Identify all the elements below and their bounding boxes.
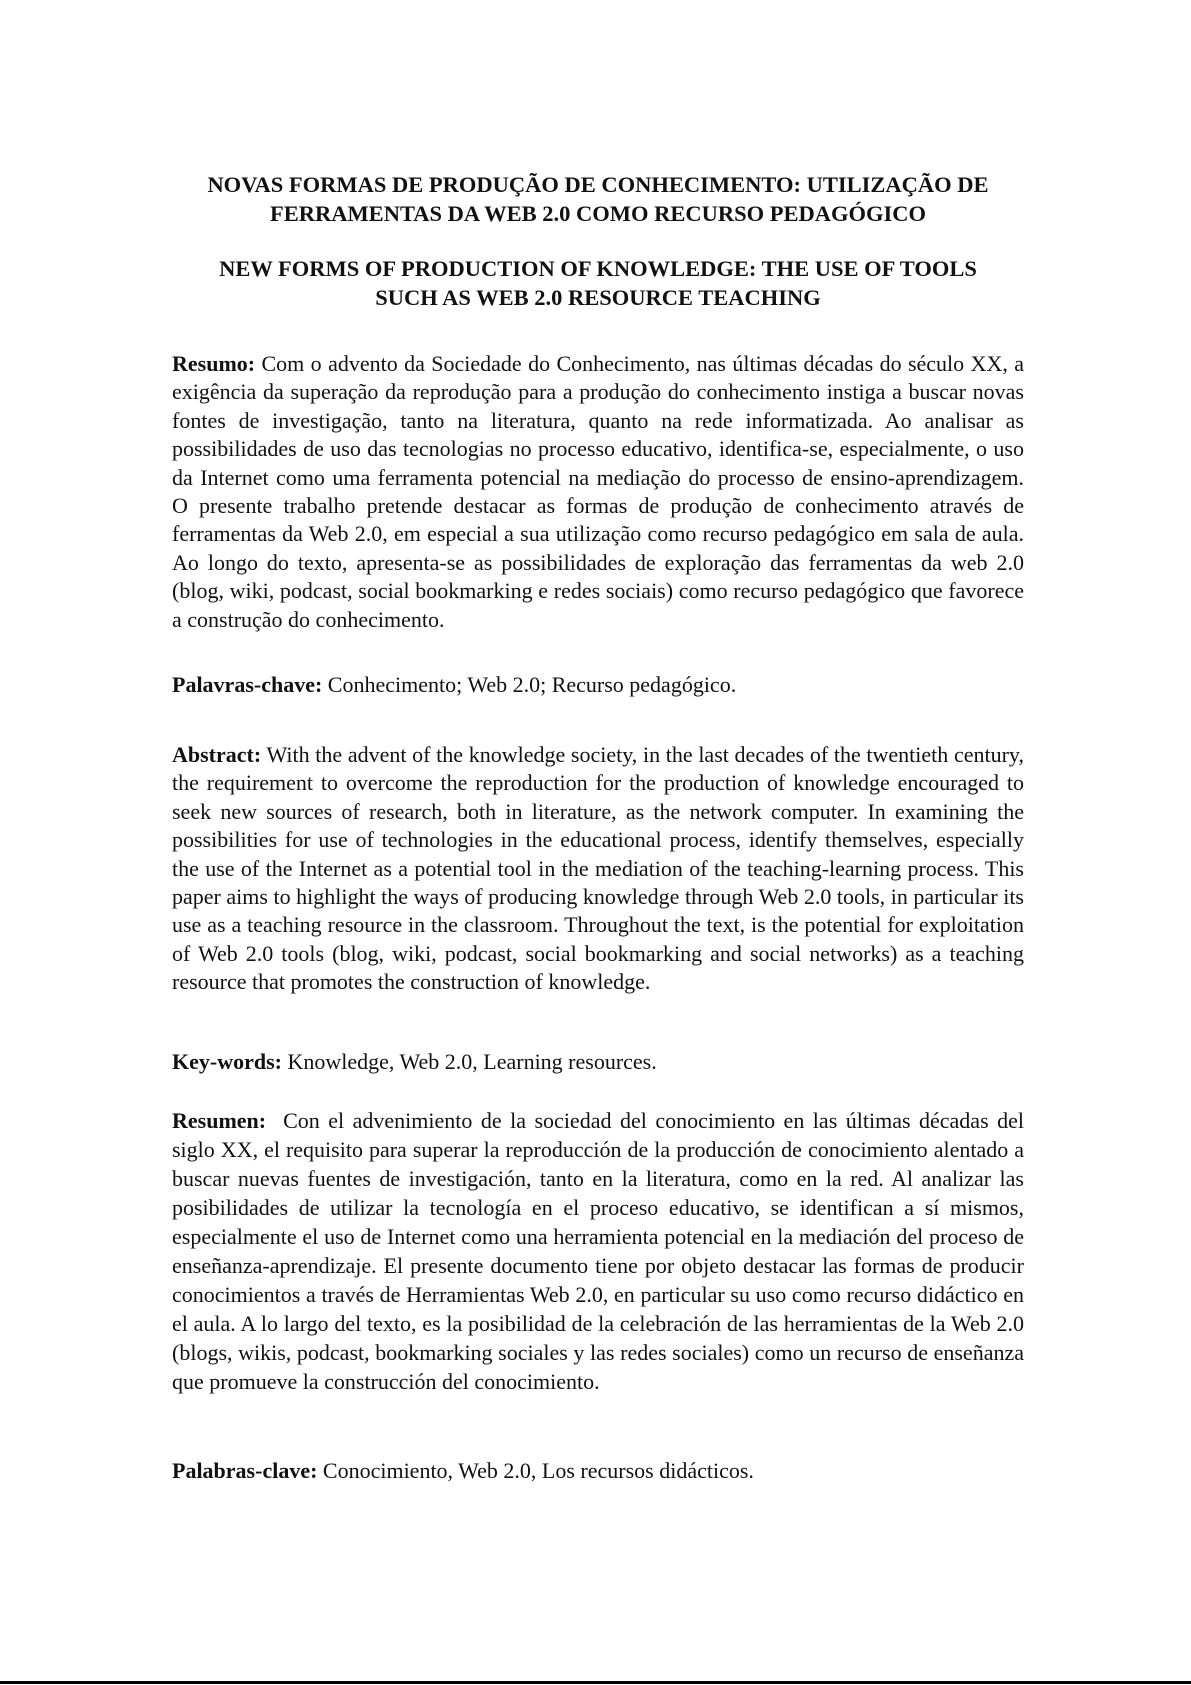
title-line: NOVAS FORMAS DE PRODUÇÃO DE CONHECIMENTO: UTILIZAÇÃO DE [207, 172, 989, 197]
resumen-paragraph [172, 1106, 1030, 1396]
resumen-text: Con el advenimiento de la sociedad del conocimiento en las últimas décadas del siglo XX, el requisito para superar la reproducción de la producción de conocimiento alentado a buscar nuevas fuentes de investigación, tanto en la literatura, como en la red. Al analizar las posibilidades de utilizar la tecnología en el proceso educativo, se identifican a sí mismos, especialmente el uso de Internet como una herramienta potencial en la mediación del proceso de enseñanza-aprendizaje. El presente documento tiene por objeto destacar las formas de producir conocimientos a través de Herramientas Web 2.0, en particular su uso como recurso didáctico en el aula. A lo largo del texto, es la posibilidad de la celebración de las herramientas de la Web 2.0 (blogs, wikis, podcast, bookmarking sociales y las redes sociales) como un recurso de enseñanza que promueve la construcción del conocimiento. [172, 1108, 1030, 1394]
title-line: NEW FORMS OF PRODUCTION OF KNOWLEDGE: THE USE OF TOOLS [219, 256, 977, 281]
abstract-paragraph [172, 741, 1024, 997]
key-words-label: Key-words: [172, 1049, 282, 1074]
key-words-text: Knowledge, Web 2.0, Learning resources. [281, 1049, 657, 1074]
palavras-chave-paragraph [172, 671, 1024, 699]
resumen-label: Resumen: [172, 1108, 267, 1133]
resumo-label: Resumo: [172, 351, 256, 376]
resumo-text: Com o advento da Sociedade do Conhecimento, nas últimas décadas do século XX, a exigência da superação da reprodução para a produção do conhecimento instiga a buscar novas fontes de investigação, tanto na literatura, quanto na rede informatizada. Ao analisar as possibilidades de uso das tecnologias no processo educativo, identifica-se, especialmente, o uso da Internet como uma ferramenta potencial na mediação do processo de ensino-aprendizagem. O presente trabalho pretende destacar as formas de produção de conhecimento através de ferramentas da Web 2.0, em especial a sua utilização como recurso pedagógico em sala de aula. Ao longo do texto, apresenta-se as possibilidades de exploração das ferramentas da web 2.0 (blog, wiki, podcast, social bookmarking e redes sociais) como recurso pedagógico que favorece a construção do conhecimento. [172, 351, 1024, 632]
palabras-clave-label: Palabras-clave: [172, 1458, 318, 1483]
palavras-chave-label: Palavras-chave: [172, 672, 323, 697]
title-english [172, 254, 1024, 312]
resumo-paragraph [172, 350, 1024, 634]
title-portuguese [172, 170, 1024, 228]
palavras-chave-text: Conhecimento; Web 2.0; Recurso pedagógico. [322, 672, 737, 697]
palabras-clave-text: Conocimiento, Web 2.0, Los recursos didácticos. [317, 1458, 754, 1483]
title-line: SUCH AS WEB 2.0 RESOURCE TEACHING [375, 285, 821, 310]
palabras-clave-paragraph [172, 1457, 1024, 1485]
abstract-text: With the advent of the knowledge society, in the last decades of the twentieth century, the requirement to overcome the reproduction for the production of knowledge encouraged to seek new sources of research, both in literature, as the network computer. In examining the possibilities for use of technologies in the educational process, identify themselves, especially the use of the Internet as a potential tool in the mediation of the teaching-learning process. This paper aims to highlight the ways of producing knowledge through Web 2.0 tools, in particular its use as a teaching resource in the classroom. Throughout the text, is the potential for exploitation of Web 2.0 tools (blog, wiki, podcast, social bookmarking and social networks) as a teaching resource that promotes the construction of knowledge. [172, 742, 1024, 995]
key-words-paragraph [172, 1048, 1024, 1076]
page-bottom-rule [0, 1681, 1191, 1684]
title-line: FERRAMENTAS DA WEB 2.0 COMO RECURSO PEDAGÓGICO [269, 201, 927, 226]
abstract-label: Abstract: [172, 742, 262, 767]
